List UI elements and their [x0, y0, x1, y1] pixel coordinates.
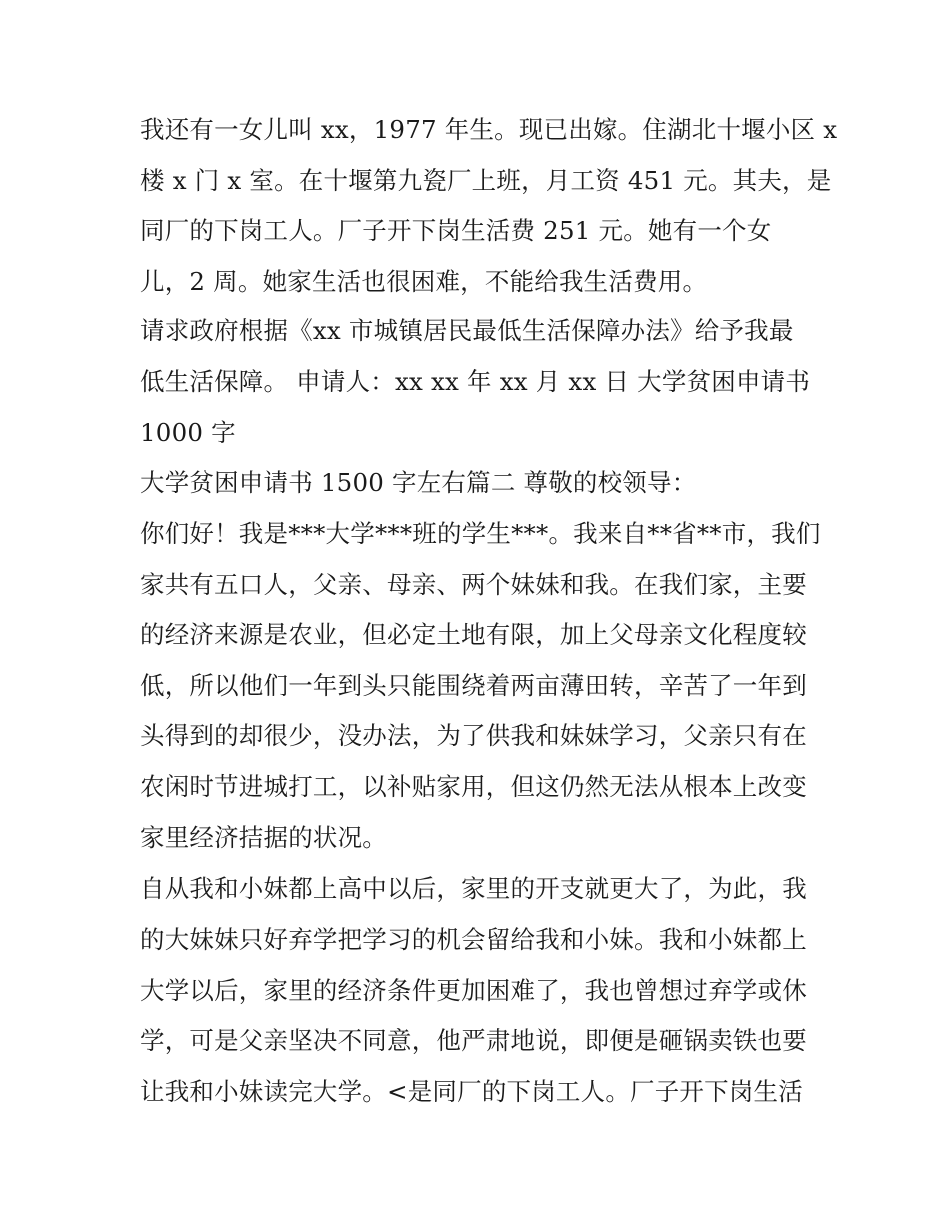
text-line-11: 的经济来源是农业，但必定土地有限，加上父母亲文化程度较 [140, 620, 807, 649]
text-line-13: 头得到的却很少，没办法，为了供我和妹妹学习，父亲只有在 [140, 721, 807, 750]
text-line-4: 儿，2 周。她家生活也很困难，不能给我生活费用。 [140, 267, 708, 296]
text-line-3: 同厂的下岗工人。厂子开下岗生活费 251 元。她有一个女 [140, 216, 772, 245]
text-line-10: 家共有五口人，父亲、母亲、两个妹妹和我。在我们家，主要 [140, 570, 807, 599]
text-line-19: 学，可是父亲坚决不同意，他严肃地说，即便是砸锅卖铁也要 [140, 1026, 807, 1055]
text-line-15: 家里经济拮据的状况。 [140, 823, 387, 852]
text-line-7: 1000 字 [140, 418, 236, 447]
text-line-6: 低生活保障。 申请人：xx xx 年 xx 月 xx 日 大学贫困申请书 [140, 367, 811, 396]
text-line-9: 你们好！我是***大学***班的学生***。我来自**省**市，我们 [140, 519, 821, 548]
text-line-20: 让我和小妹读完大学。<是同厂的下岗工人。厂子开下岗生活 [140, 1077, 803, 1106]
text-line-2: 楼 x 门 x 室。在十堰第九瓷厂上班，月工资 451 元。其夫，是 [140, 166, 832, 195]
text-line-14: 农闲时节进城打工，以补贴家用，但这仍然无法从根本上改变 [140, 772, 807, 801]
text-line-18: 大学以后，家里的经济条件更加困难了，我也曾想过弃学或休 [140, 976, 807, 1005]
text-line-17: 的大妹妹只好弃学把学习的机会留给我和小妹。我和小妹都上 [140, 925, 807, 954]
text-line-5: 请求政府根据《xx 市城镇居民最低生活保障办法》给予我最 [140, 316, 794, 345]
text-line-1: 我还有一女儿叫 xx，1977 年生。现已出嫁。住湖北十堰小区 x [140, 115, 838, 144]
text-line-8: 大学贫困申请书 1500 字左右篇二 尊敬的校领导： [140, 468, 697, 497]
text-line-16: 自从我和小妹都上高中以后，家里的开支就更大了，为此，我 [140, 874, 807, 903]
text-line-12: 低，所以他们一年到头只能围绕着两亩薄田转，辛苦了一年到 [140, 671, 807, 700]
